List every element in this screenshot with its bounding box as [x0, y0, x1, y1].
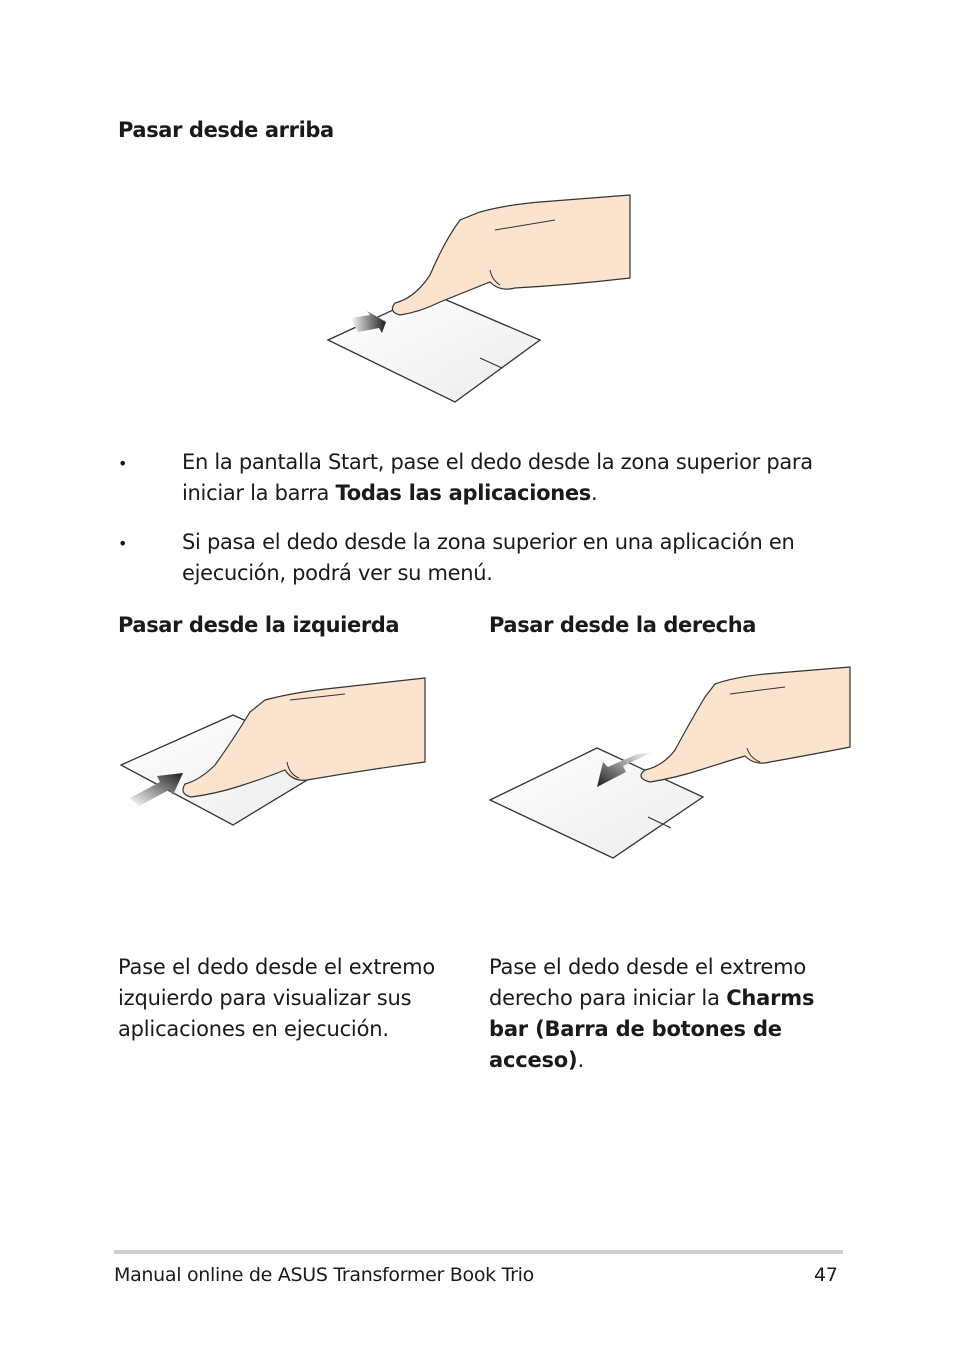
- bullet-marker-1: •: [118, 454, 128, 473]
- hand-shape: [392, 195, 630, 315]
- bullet-1-end: .: [591, 481, 598, 505]
- page-number: 47: [814, 1264, 838, 1286]
- bullet-marker-2: •: [118, 534, 128, 553]
- swipe-left-illustration: [115, 670, 435, 840]
- bullet-2-text: [182, 527, 822, 589]
- hand-shape: [641, 667, 850, 782]
- footer-title: Manual online de ASUS Transformer Book Trio: [114, 1264, 534, 1286]
- swipe-top-illustration: [320, 190, 640, 410]
- heading-swipe-right: Pasar desde la derecha: [489, 613, 757, 637]
- touchpad-shape: [328, 293, 540, 402]
- bullet-1-plain: En la pantalla Start, pase el dedo desde la zona superior para iniciar la barra: [182, 450, 813, 505]
- swipe-right-text: [489, 952, 839, 1076]
- bullet-1-text: [182, 447, 822, 509]
- swipe-right-end: .: [577, 1048, 584, 1072]
- bullet-2-plain: Si pasa el dedo desde la zona superior en una aplicación en ejecución, podrá ver su menú.: [182, 530, 795, 585]
- footer-divider: [114, 1250, 843, 1254]
- swipe-left-text: Pase el dedo desde el extremo izquierdo para visualizar sus aplicaciones en ejecución.: [118, 955, 436, 1041]
- swipe-right-illustration: [485, 662, 855, 867]
- swipe-right-plain: Pase el dedo desde el extremo derecho para iniciar la: [489, 955, 807, 1010]
- heading-swipe-left: Pasar desde la izquierda: [118, 613, 400, 637]
- heading-swipe-top: Pasar desde arriba: [118, 118, 334, 142]
- bullet-1-bold: Todas las aplicaciones: [335, 481, 592, 505]
- swipe-right-bold: Charms bar (Barra de botones de acceso): [489, 986, 815, 1072]
